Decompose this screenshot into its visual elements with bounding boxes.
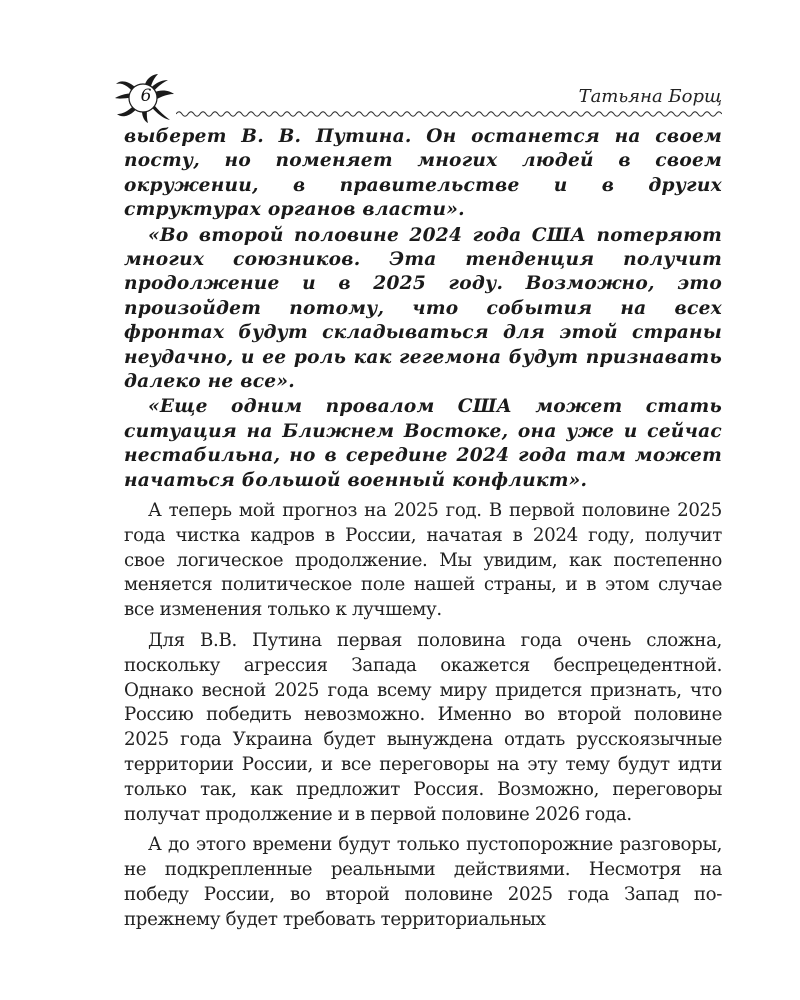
body-paragraph-1: А теперь мой прогноз на 2025 год. В первой половине 2025 года чистка кадров в России, начатая в 2024 году, получит свое логическое продолжение. Мы увидим, как постепенно меняется политическое поле нашей страны, и в этом случае все изменения только к лучшему. bbox=[124, 500, 722, 621]
body-paragraph-3: А до этого времени будут только пустопорожние разговоры, не подкрепленные реальными действиями. Несмотря на победу России, во второй половине 2025 года Запад по-прежнему будет требовать территориальных bbox=[124, 834, 722, 930]
quote-paragraph-1: выберет В. В. Путина. Он останется на своем посту, но поменяет многих людей в своем окружении, в правительстве и в других структурах органов власти». bbox=[124, 126, 722, 221]
quote-paragraph-2: «Во второй половине 2024 года США потеряют многих союзников. Эта тенденция получит продолжение и в 2025 году. Возможно, это произойдет потому, что события на всех фронтах будут складываться для этой страны неудачно, и ее роль как гегемона будут признавать далеко не все». bbox=[124, 224, 722, 393]
page-number: 6 bbox=[140, 86, 152, 106]
book-page bbox=[124, 72, 722, 930]
running-head-author: Татьяна Борщ bbox=[578, 86, 722, 107]
quote-paragraph-3: «Еще одним провалом США может стать ситуация на Ближнем Востоке, она уже и сейчас нестабильна, но в середине 2024 года там может начаться большой военный конфликт». bbox=[124, 396, 722, 491]
header-wavy-rule bbox=[176, 110, 722, 118]
page-body bbox=[124, 124, 722, 933]
body-paragraph-2: Для В.В. Путина первая половина года очень сложна, поскольку агрессия Запада окажется беспрецедентной. Однако весной 2025 года всему миру придется признать, что Россию победить невозможно. Именно во второй половине 2025 года Украина будет вынуждена отдать русскоязычные территории России, и все переговоры на эту тему будут идти только так, как предложит Россия. Возможно, переговоры получат продолжение и в первой половине 2026 года. bbox=[124, 630, 722, 825]
page-header bbox=[124, 72, 722, 122]
